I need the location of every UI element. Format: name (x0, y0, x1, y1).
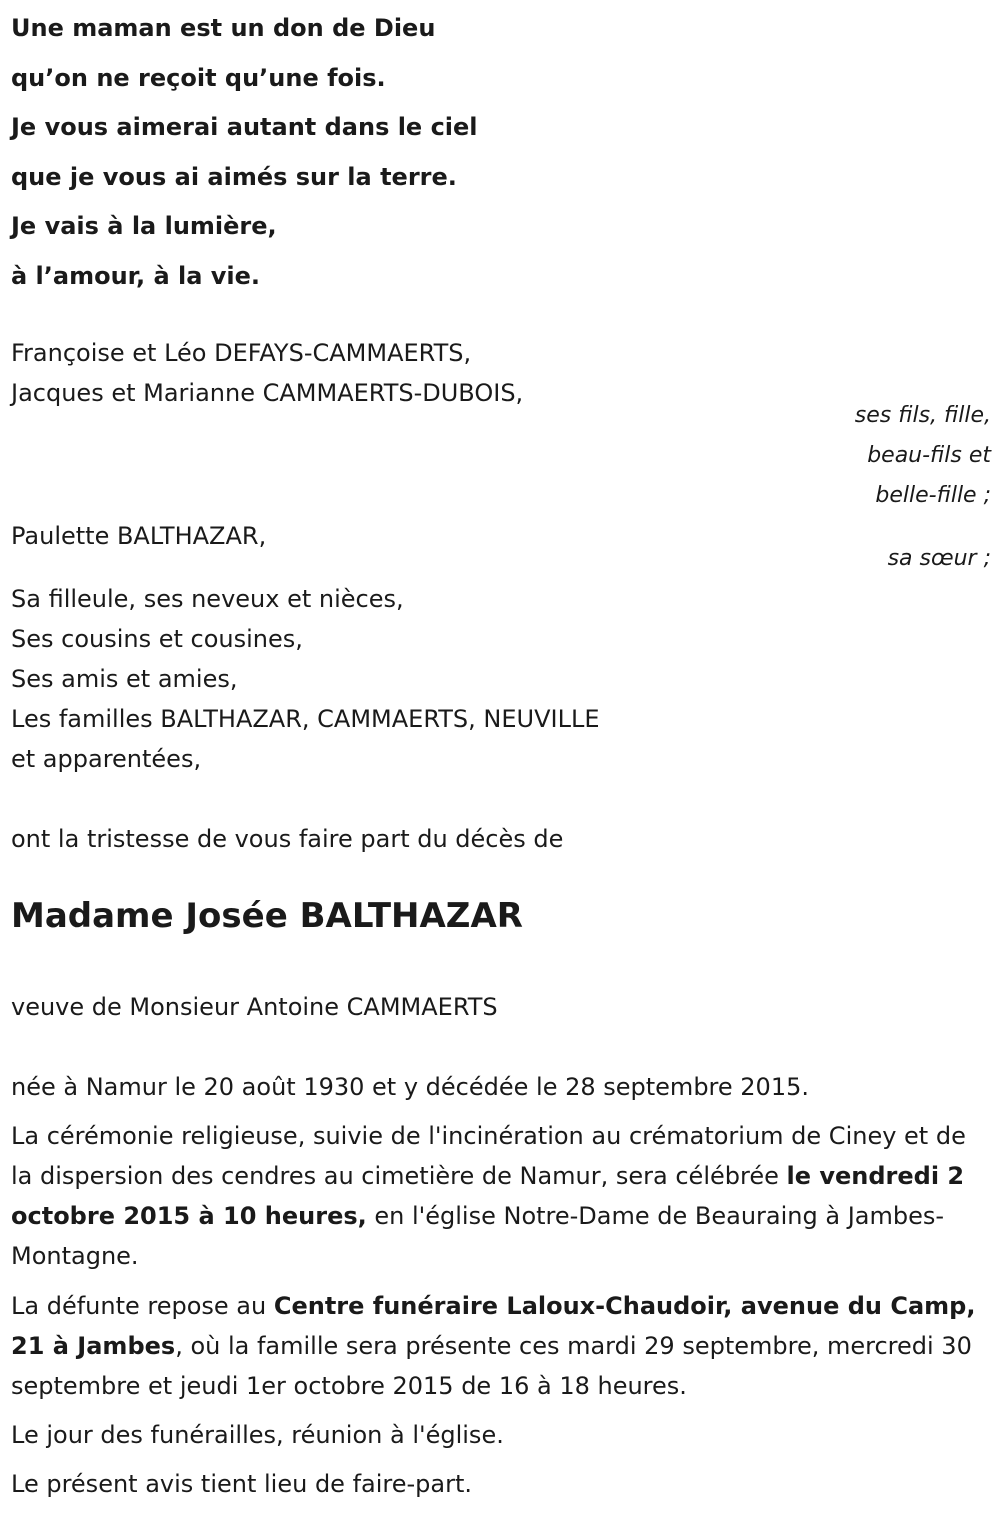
deceased-name: Madame Josée BALTHAZAR (11, 896, 523, 936)
other-relatives (11, 579, 600, 779)
sister-relation: sa sœur ; (887, 546, 991, 571)
family-line: et apparentées, (11, 745, 202, 773)
children-relation (855, 396, 991, 516)
funeral-center: Centre funéraire Laloux-Chaudoir, avenue du Camp, 21 à Jambes (11, 1292, 976, 1360)
poem (11, 4, 991, 301)
sister-name: Paulette BALTHAZAR, (11, 522, 267, 550)
relation-line: ses fils, fille, (854, 403, 991, 428)
obituary-notice (11, 0, 991, 1498)
ceremony-details: La cérémonie religieuse, suivie de l'incinération au crématorium de Ciney et de la dispersion des cendres au cimetière de Namur, sera célébrée le vendredi 2 octobre 2015 à 10 heures, en l'église Notre-Dame de Beauraing à Jambes-Montagne. (11, 1122, 966, 1270)
poem-line: que je vous ai aimés sur la terre. (11, 162, 457, 191)
rest-location: La défunte repose au Centre funéraire Laloux-Chaudoir, avenue du Camp, 21 à Jambes, où la famille sera présente ces mardi 29 septembre, mercredi 30 septembre et jeudi 1er octobre 2015 de 16 à 18 heures. (11, 1292, 976, 1400)
relation-line: belle-fille ; (875, 483, 991, 508)
family-line: Ses amis et amies, (11, 665, 238, 693)
poem-line: Je vous aimerai autant dans le ciel (11, 113, 478, 141)
poem-line: Je vais à la lumière, (11, 212, 277, 240)
children-names (11, 333, 523, 413)
widow-of: veuve de Monsieur Antoine CAMMAERTS (11, 993, 498, 1021)
family-line: Françoise et Léo DEFAYS-CAMMAERTS, (11, 339, 472, 367)
family-line: Ses cousins et cousines, (11, 625, 303, 653)
family-line: Les familles BALTHAZAR, CAMMAERTS, NEUVILLE (11, 705, 600, 733)
ceremony-date: le vendredi 2 octobre 2015 à 10 heures, (11, 1162, 965, 1230)
relation-line: beau-fils et (867, 443, 991, 468)
poem-line: à l’amour, à la vie. (11, 261, 261, 290)
family-line: Sa filleule, ses neveux et nièces, (11, 585, 404, 613)
funeral-day: Le jour des funérailles, réunion à l'église. (11, 1421, 504, 1449)
poem-line: Une maman est un don de Dieu (11, 14, 436, 42)
family-line: Jacques et Marianne CAMMAERTS-DUBOIS, (11, 379, 524, 407)
poem-line: qu’on ne reçoit qu’une fois. (11, 63, 386, 92)
notice: Le présent avis tient lieu de faire-part. (11, 1470, 473, 1498)
birth-death: née à Namur le 20 août 1930 et y décédée le 28 septembre 2015. (11, 1073, 809, 1101)
announcement: ont la tristesse de vous faire part du décès de (11, 825, 564, 853)
